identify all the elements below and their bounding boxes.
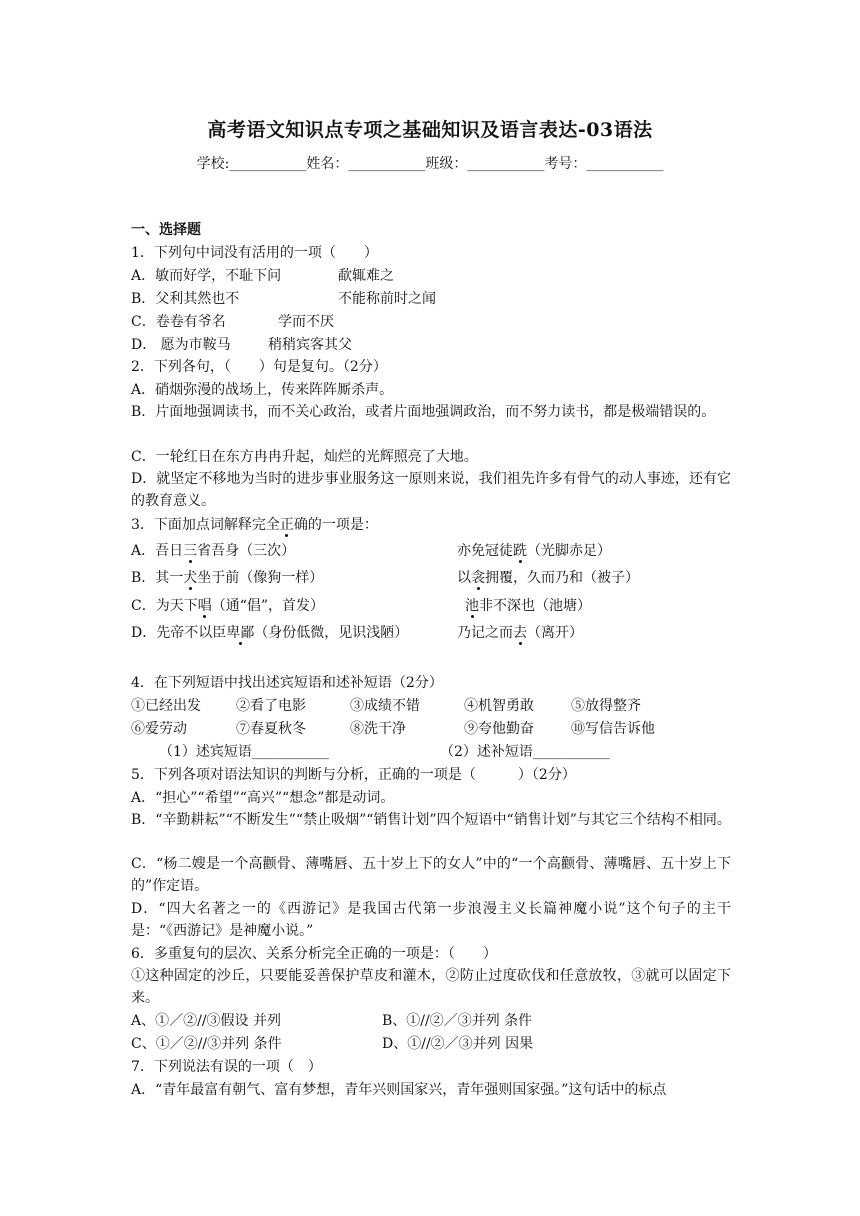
phrase-item: ⑩写信告诉他 — [571, 721, 655, 737]
q5-stem: 5．下列各项对语法知识的判断与分析，正确的一项是（ ）（2分） — [131, 767, 576, 783]
phrase-item: ⑧洗干净 — [350, 721, 406, 737]
phrase-item: ①已经出发 — [131, 698, 201, 714]
option-text: C．为天下 — [131, 598, 198, 614]
dotted-word: 去 — [513, 625, 527, 641]
q6-option-b: B、①//②／③并列 条件 — [382, 1013, 533, 1029]
option-text: （离开） — [527, 625, 583, 641]
q1-option-a-pair: 歃辄难之 — [338, 268, 394, 284]
dotted-word: 唱 — [197, 598, 212, 614]
dotted-word: 三 — [183, 543, 198, 559]
section-heading: 一、选择题 — [131, 222, 201, 238]
q6-option-a: A、①／②//③假设 并列 — [131, 1013, 281, 1029]
q1-option-b-pair: 不能称前时之闻 — [338, 291, 436, 307]
q1-stem: 1．下列句中词没有活用的一项（ ） — [131, 245, 378, 261]
q3-stem-text: 的一项是： — [307, 517, 378, 533]
option-text: 乃记之而 — [457, 625, 513, 641]
phrase-item: ⑤放得整齐 — [571, 698, 641, 714]
q1-option-d: D． 愿为市鞍马 — [131, 337, 231, 353]
q7-option-a: A．“青年最富有朝气、富有梦想，青年兴则国家兴，青年强则国家强。”这句话中的标点 — [131, 1082, 667, 1098]
q1-option-b: B．父利其然也不 — [131, 291, 240, 307]
q3-option-d-pair — [457, 623, 583, 643]
phrase-item: ③成绩不错 — [350, 698, 420, 714]
phrase-item: ⑥爱劳动 — [131, 721, 187, 737]
phrase-item: ⑦春夏秋冬 — [236, 721, 306, 737]
q5-option-a: A．“担心”“希望”“高兴”“想念”都是动词。 — [131, 790, 395, 806]
q1-option-d-pair: 稍稍宾客其父 — [268, 337, 352, 353]
q6-passage: ①这种固定的沙丘，只要能妥善保护草皮和灌木，②防止过度砍伐和任意放牧，③就可以固定下来。 — [131, 968, 731, 1006]
q1-option-c: C．卷卷有爷名 — [131, 314, 226, 330]
q3-option-c — [131, 596, 324, 616]
dotted-word: 全正确 — [265, 517, 308, 533]
dotted-word: 池 — [465, 598, 479, 614]
option-text: （身份低微，见识浅陋） — [254, 625, 409, 641]
q5-option-b: B．“辛勤耕耘”“不断发生”“禁止吸烟”“销售计划”四个短语中“销售计划”与其它三个结构不相同。 — [131, 812, 731, 828]
option-text: 省吾身（三次） — [197, 543, 296, 559]
option-text: （光脚赤足） — [527, 543, 611, 559]
option-text: （通“倡”，首发） — [211, 598, 325, 614]
dotted-word: 跣 — [513, 543, 527, 559]
document-title: 高考语文知识点专项之基础知识及语言表达-03语法 — [207, 119, 653, 141]
option-text: 坐于前（像狗一样） — [197, 570, 324, 586]
q2-option-a: A．硝烟弥漫的战场上，传来阵阵厮杀声。 — [131, 382, 394, 398]
q1-option-a: A．敏而好学，不耻下问 — [131, 268, 282, 284]
q3-option-b — [131, 568, 323, 588]
q5-option-c: C．“杨二嫂是一个高颧骨、薄嘴唇、五十岁上下的女人”中的“一个高颧骨、薄嘴唇、五十岁上下的”作定语。 — [131, 856, 731, 894]
option-text: 非不深也（池塘） — [479, 598, 591, 614]
dotted-word: 犬 — [183, 570, 198, 586]
q2-option-d: D．就坚定不移地为当时的进步事业服务这一原则来说，我们祖先许多有骨气的动人事迹，还有它的教育意义。 — [131, 471, 731, 509]
q3-option-a-pair — [457, 541, 611, 561]
phrase-item: ②看了电影 — [236, 698, 306, 714]
q2-option-b: B．片面地强调读书，而不关心政治，或者片面地强调政治，而不努力读书，都是极端错误的。 — [131, 404, 716, 420]
dotted-word: 卑鄙 — [226, 625, 255, 641]
q2-option-c: C．一轮红日在东方冉冉升起，灿烂的光辉照亮了大地。 — [131, 449, 478, 465]
q4-answer-1: （1）述宾短语___________ — [159, 744, 329, 760]
student-info-line: 学校:___________姓名：___________班级：___________考号：___________ — [196, 156, 664, 172]
option-text: D．先帝不以臣 — [131, 625, 227, 641]
q3-option-c-pair — [465, 596, 591, 616]
phrase-item: ⑨夸他勤奋 — [464, 721, 534, 737]
option-text: 拥覆，久而乃和（被子） — [485, 570, 639, 586]
q7-stem: 7．下列说法有误的一项（ ） — [131, 1059, 322, 1075]
phrase-item: ④机智勇敢 — [464, 698, 534, 714]
q3-option-d — [131, 623, 408, 643]
q3-stem — [131, 515, 378, 535]
q6-option-d: D、①//②／③并列 因果 — [382, 1036, 534, 1052]
q3-stem-text: 3．下面加点词解释完 — [131, 517, 266, 533]
q6-stem: 6．多重复句的层次、关系分析完全正确的一项是：（ ） — [131, 946, 497, 962]
option-text: A．吾日 — [131, 543, 184, 559]
q3-option-a — [131, 541, 295, 561]
q5-option-d: D．“四大名著之一的《西游记》是我国古代第一步浪漫主义长篇神魔小说”这个句子的主干是：“《西游记》是神魔小说。” — [131, 901, 731, 939]
option-text: 亦免冠徒 — [457, 543, 513, 559]
q1-option-c-pair: 学而不厌 — [278, 314, 334, 330]
dotted-word: 衾 — [471, 570, 485, 586]
q6-option-c: C、①／②//③并列 条件 — [131, 1036, 282, 1052]
option-text: 以 — [457, 570, 471, 586]
q2-stem: 2．下列各句，（ ）句是复句。（2分） — [131, 359, 387, 375]
q3-option-b-pair — [457, 568, 639, 588]
q4-stem: 4．在下列短语中找出述宾短语和述补短语（2分） — [131, 675, 443, 691]
option-text: B．其一 — [131, 570, 184, 586]
q4-answer-2: （2）述补短语___________ — [440, 744, 610, 760]
